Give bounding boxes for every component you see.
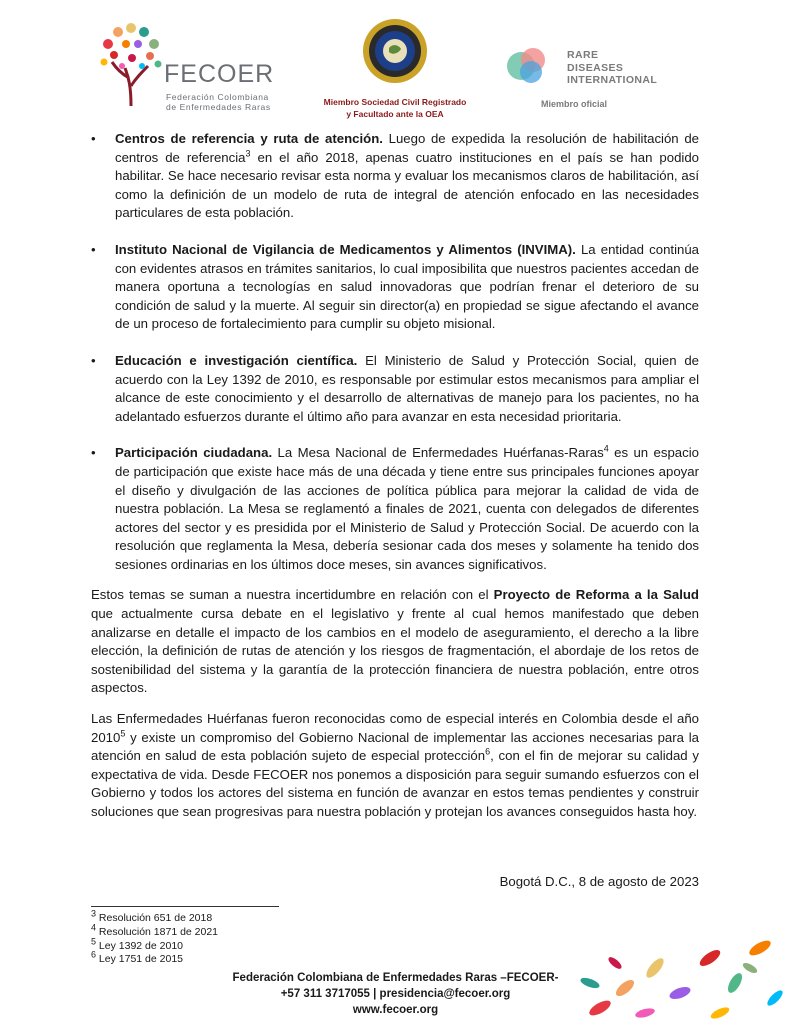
- bullet-icon: •: [91, 131, 96, 146]
- oea-caption: Miembro Sociedad Civil Registrado y Facultado ante la OEA: [323, 97, 467, 119]
- fecoer-subtitle: Federación Colombiana de Enfermedades Raras: [166, 92, 271, 112]
- footer-org-name: Federación Colombiana de Enfermedades Raras –FECOER-: [232, 972, 559, 984]
- footnote-divider: [91, 906, 279, 907]
- fecoer-wordmark: FECOER: [164, 60, 275, 88]
- bullet-item: • Instituto Nacional de Vigilancia de Medicamentos y Alimentos (INVIMA). La entidad continúa con evidentes atrasos en trámites sanitarios, lo cual imposibilita que nuestros pacientes accedan de manera oportuna a tecnologías en salud innovadoras que podrían frenar el deterioro de su condición de salud y la muerte. Al seguir sin director(a) en propiedad se sigue afectando el avance de un proceso de fortalecimiento para cumplir su objeto misional.: [91, 241, 699, 332]
- rdi-caption: Miembro oficial: [541, 99, 608, 109]
- bullet-title: Instituto Nacional de Vigilancia de Medicamentos y Alimentos (INVIMA).: [115, 241, 576, 257]
- footnote-ref: 3: [245, 148, 251, 159]
- bullet-title: Educación e investigación científica.: [115, 352, 358, 368]
- place-date: Bogotá D.C., 8 de agosto de 2023: [499, 874, 699, 889]
- footnote: $^5$ Ley 1392 de 2010: [91, 936, 184, 952]
- bullet-title: Centros de referencia y ruta de atención.: [115, 131, 383, 146]
- rdi-block: [505, 44, 685, 114]
- bullet-item: • Participación ciudadana. La Mesa Nacional de Enfermedades Huérfanas-Raras$^4$ es un espacio de participación que existe hace más de una década y tiene entre sus principales funciones apoyar el diseño y divulgación de las acciones de política pública para mejorar la calidad de vida de nuestra población. La Mesa se reglamentó a finales de 2021, cuenta con delegados de diferentes actores del sector y es presidida por el Ministerio de Salud y Protección Social. De acuerdo con la resolución que reglamenta la Mesa, debería sesionar cada dos meses y solamente ha tenido dos sesiones ordinarias en los últimos doce meses, sin avances significativos.: [91, 443, 699, 572]
- footnotes: [91, 908, 219, 967]
- bullet-icon: •: [91, 352, 96, 368]
- oea-block: [310, 18, 480, 123]
- footnote: $^4$ Resolución 1871 de 2021: [91, 922, 219, 938]
- fecoer-tree-icon: [98, 22, 168, 107]
- bullet-icon: •: [91, 445, 96, 461]
- rdi-logo-icon: [505, 44, 549, 88]
- paragraph-reforma: Estos temas se suman a nuestra incertidumbre en relación con el Proyecto de Reforma a la Salud que actualmente cursa debate en el legislativo y frente al cual hemos manifestado que deben analizarse en detalle el impacto de los cambios en el modelo de aseguramiento, el derecho a la libre elección, la definición de rutas de atención y los riesgos de fragmentación, el abordaje de los retos de sostenibilidad del sistema y la garantía de la protección financiera de nuestra población, entre otros aspectos.: [91, 587, 699, 696]
- footer-phone-email[interactable]: +57 311 3717055 | presidencia@fecoer.org: [280, 988, 511, 1000]
- footnote-ref: 5: [120, 728, 126, 739]
- bullet-title: Participación ciudadana.: [115, 445, 273, 461]
- footnote: $^3$ Resolución 651 de 2018: [91, 908, 213, 924]
- bullet-item: • Educación e investigación científica. El Ministerio de Salud y Protección Social, quien de acuerdo con la Ley 1392 de 2010, es responsable por estimular estos mecanismos para ampliar el alcance de este conocimiento y el desarrollo de alternativas de manejo para los pacientes, no ha adelantado esfuerzos durante el último año para avanzar en esta necesidad prioritaria.: [91, 352, 699, 424]
- bullet-item: • Centros de referencia y ruta de atención. Luego de expedida la resolución de habilitación de centros de referencia$^3$ en el año 2018, apenas cuatro instituciones en el país se han podido habilitar. Se hace necesario revisar esta norma y evaluar los mecanismos claros de habilitación, así como la definición de un modelo de ruta de integral de atención enfocado en las necesidades particulares de esta población.: [91, 131, 699, 221]
- decorative-leaves-icon: [560, 928, 791, 1024]
- fecoer-logo: [98, 22, 288, 112]
- footnote-ref: 4: [603, 443, 609, 454]
- oea-seal-icon: [362, 18, 428, 84]
- letter-body: [91, 130, 699, 834]
- footnote: $^6$ Ley 1751 de 2015: [91, 949, 184, 966]
- footer-website-link[interactable]: www.fecoer.org: [352, 1004, 439, 1016]
- rdi-wordmark: RARE DISEASES INTERNATIONAL: [567, 49, 658, 86]
- footer-contact: [200, 970, 591, 1018]
- letterhead: [0, 0, 791, 125]
- paragraph-compromiso: Las Enfermedades Huérfanas fueron reconocidas como de especial interés en Colombia desde el año 2010$^5$ y existe un compromiso del Gobierno Nacional de implementar las acciones necesarias para la atención en salud de esta población sujeto de especial protección$^6$, con el fin de mejorar su calidad y expectativa de vida. Desde FECOER nos ponemos a disposición para seguir sumando esfuerzos con el Gobierno y todos los actores del sistema en función de avanzar en estos temas pendientes y construir soluciones que sean progresivas para nuestra población y protejan los avances conseguidos hasta hoy.: [91, 711, 699, 819]
- footnote-ref: 6: [485, 746, 491, 757]
- bullet-icon: •: [91, 241, 96, 257]
